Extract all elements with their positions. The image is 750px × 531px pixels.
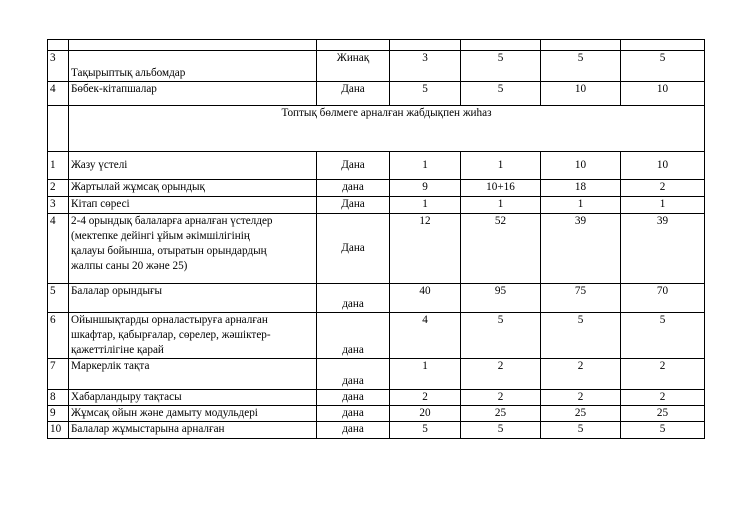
cell-unit: дана xyxy=(317,422,390,439)
cell-value: 2 xyxy=(541,359,621,390)
cell-value: 5 xyxy=(621,51,705,82)
cell-unit: Дана xyxy=(317,82,390,106)
cell-value: 5 xyxy=(621,422,705,439)
cell-value: 1 xyxy=(390,359,461,390)
cell-value: 2 xyxy=(621,390,705,406)
cell-value: 20 xyxy=(390,406,461,422)
cell-value: 5 xyxy=(541,313,621,359)
cell-value: 5 xyxy=(461,313,541,359)
cell-name: Бөбек-кітапшалар xyxy=(69,82,317,106)
cell-name: Балалар орындығы xyxy=(69,284,317,313)
cell-value xyxy=(541,40,621,51)
table-row xyxy=(48,82,705,106)
cell-value: 10 xyxy=(541,82,621,106)
cell-num: 10 xyxy=(48,422,69,439)
cell-name: Жартылай жұмсақ орындық xyxy=(69,180,317,197)
cell-value: 10+16 xyxy=(461,180,541,197)
cell-value: 5 xyxy=(621,313,705,359)
cell-num: 7 xyxy=(48,359,69,390)
cell-value: 40 xyxy=(390,284,461,313)
cell-value: 39 xyxy=(621,214,705,284)
cell-num: 3 xyxy=(48,197,69,214)
table-row xyxy=(48,359,705,390)
table-row xyxy=(48,214,705,284)
cell-num: 1 xyxy=(48,152,69,180)
section-heading: Топтық бөлмеге арналған жабдықпен жиһаз xyxy=(69,106,705,152)
cell-unit: Жинақ xyxy=(317,51,390,82)
cell-value: 2 xyxy=(390,390,461,406)
cell-unit: дана xyxy=(317,359,390,390)
cell-unit xyxy=(317,40,390,51)
cell-unit: дана xyxy=(317,284,390,313)
cell-unit: Дана xyxy=(317,197,390,214)
cell-name: Хабарландыру тақтасы xyxy=(69,390,317,406)
cell-value: 1 xyxy=(461,152,541,180)
cell-value: 5 xyxy=(461,51,541,82)
table-row xyxy=(48,406,705,422)
cell-name xyxy=(69,214,317,284)
cell-value: 1 xyxy=(461,197,541,214)
cell-value: 9 xyxy=(390,180,461,197)
cell-value: 5 xyxy=(541,51,621,82)
cell-name xyxy=(69,313,317,359)
cell-value: 39 xyxy=(541,214,621,284)
table-row xyxy=(48,390,705,406)
cell-name: Тақырыптық альбомдар xyxy=(69,51,317,82)
cell-value: 75 xyxy=(541,284,621,313)
cell-name: Кітап сөресі xyxy=(69,197,317,214)
cell-num xyxy=(48,40,69,51)
cell-unit: Дана xyxy=(317,214,390,284)
cell-value: 10 xyxy=(621,82,705,106)
cell-num: 8 xyxy=(48,390,69,406)
cell-value: 3 xyxy=(390,51,461,82)
table-row xyxy=(48,313,705,359)
table-row xyxy=(48,422,705,439)
cell-value: 10 xyxy=(541,152,621,180)
cell-value: 18 xyxy=(541,180,621,197)
cell-value: 52 xyxy=(461,214,541,284)
cell-value: 10 xyxy=(621,152,705,180)
cell-value: 1 xyxy=(390,152,461,180)
equipment-table xyxy=(47,39,705,439)
cell-unit: дана xyxy=(317,406,390,422)
table-row xyxy=(48,51,705,82)
cell-num xyxy=(48,106,69,152)
cell-value: 2 xyxy=(461,390,541,406)
cell-name: Маркерлік тақта xyxy=(69,359,317,390)
cell-value: 12 xyxy=(390,214,461,284)
cell-name: Жұмсақ ойын және дамыту модульдері xyxy=(69,406,317,422)
cell-value: 2 xyxy=(621,359,705,390)
cell-value: 5 xyxy=(390,422,461,439)
table-row xyxy=(48,40,705,51)
cell-value xyxy=(461,40,541,51)
cell-value: 95 xyxy=(461,284,541,313)
cell-value: 1 xyxy=(390,197,461,214)
cell-unit: дана xyxy=(317,180,390,197)
cell-value: 1 xyxy=(621,197,705,214)
cell-num: 2 xyxy=(48,180,69,197)
cell-value: 5 xyxy=(541,422,621,439)
cell-value: 2 xyxy=(541,390,621,406)
cell-unit: дана xyxy=(317,313,390,359)
name-line: 2-4 орындық балаларға арналған үстелдер xyxy=(71,215,273,227)
table-row xyxy=(48,180,705,197)
cell-value: 2 xyxy=(621,180,705,197)
cell-name xyxy=(69,40,317,51)
cell-value: 5 xyxy=(461,82,541,106)
cell-value: 25 xyxy=(461,406,541,422)
cell-value: 25 xyxy=(541,406,621,422)
cell-value: 70 xyxy=(621,284,705,313)
name-line: қажеттілігіне қарай xyxy=(71,344,164,356)
cell-name: Балалар жұмыстарына арналған xyxy=(69,422,317,439)
name-line: қалауы бойынша, отыратын орындардың xyxy=(71,245,267,257)
name-line: шкафтар, қабырғалар, сөрелер, жәшіктер- xyxy=(71,329,271,341)
cell-name: Жазу үстелі xyxy=(69,152,317,180)
cell-value: 5 xyxy=(390,82,461,106)
table-row xyxy=(48,284,705,313)
cell-value: 25 xyxy=(621,406,705,422)
cell-unit: дана xyxy=(317,390,390,406)
cell-num: 3 xyxy=(48,51,69,82)
cell-value xyxy=(621,40,705,51)
name-line: жалпы саны 20 және 25) xyxy=(71,260,188,272)
section-row xyxy=(48,106,705,152)
table-row xyxy=(48,197,705,214)
cell-num: 5 xyxy=(48,284,69,313)
cell-unit: Дана xyxy=(317,152,390,180)
cell-num: 9 xyxy=(48,406,69,422)
name-line: (мектепке дейінгі ұйым әкімшілігінің xyxy=(71,230,250,242)
cell-num: 6 xyxy=(48,313,69,359)
cell-num: 4 xyxy=(48,214,69,284)
cell-num: 4 xyxy=(48,82,69,106)
table-row xyxy=(48,152,705,180)
cell-value xyxy=(390,40,461,51)
name-line: Ойыншықтарды орналастыруға арналған xyxy=(71,314,268,326)
cell-value: 1 xyxy=(541,197,621,214)
cell-value: 4 xyxy=(390,313,461,359)
cell-value: 5 xyxy=(461,422,541,439)
cell-value: 2 xyxy=(461,359,541,390)
